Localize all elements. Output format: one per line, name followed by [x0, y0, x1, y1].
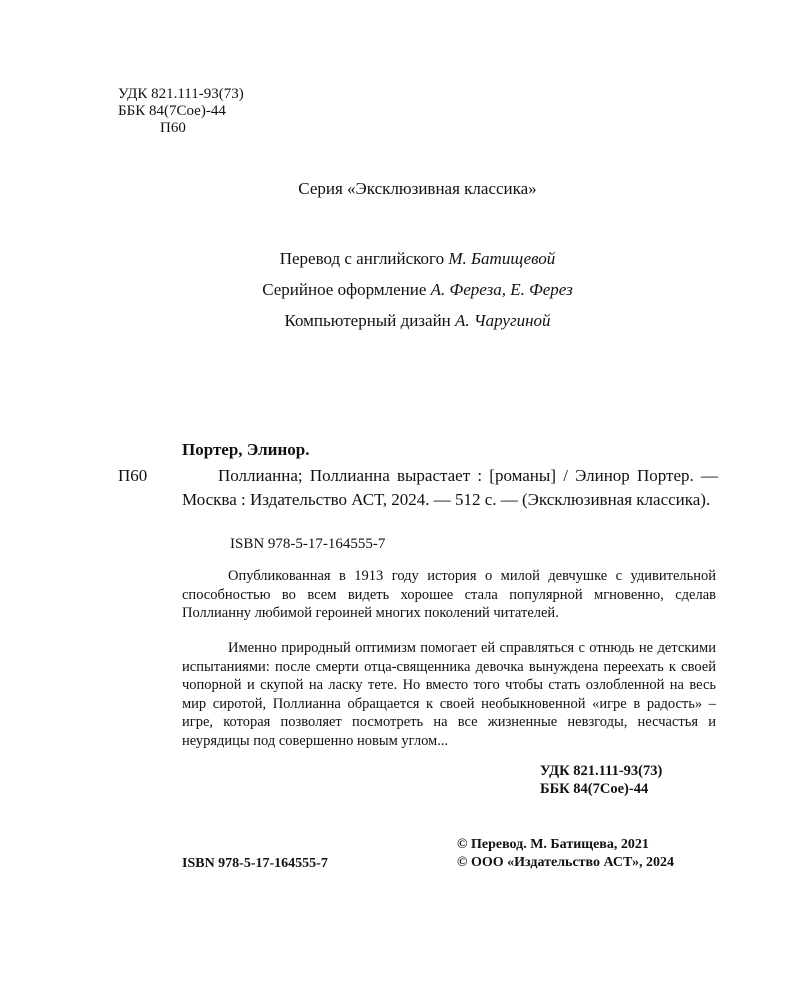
credit-name: М. Батищевой — [448, 249, 556, 268]
series-title: Серия «Эксклюзивная классика» — [298, 179, 537, 198]
bbk-code: ББК 84(7Сое)-44 — [540, 781, 649, 797]
credit-translation — [0, 249, 800, 269]
catalog-author-heading: Портер, Элинор. — [182, 440, 310, 459]
copyright-translation: © Перевод. М. Батищева, 2021 — [457, 837, 649, 852]
catalog-description: Поллианна; Поллианна вырастает : [романы] / Элинор Портер. — Москва : Издательство АСТ, 2024. — 512 с. — (Эксклюзивная классика). — [182, 466, 718, 509]
credit-role: Перевод с английского — [279, 249, 449, 268]
copyright-publisher: © ООО «Издательство АСТ», 2024 — [457, 855, 675, 870]
catalog-isbn: ISBN 978-5-17-164555-7 — [230, 536, 386, 552]
bottom-classification-codes — [540, 762, 662, 798]
bbk-code: ББК 84(7Сое)-44 — [118, 103, 226, 119]
catalog-author-mark: П60 — [118, 466, 148, 485]
credit-role: Компьютерный дизайн — [284, 311, 456, 330]
credit-name: А. Фереза, Е. Ферез — [430, 280, 573, 299]
footer-isbn: ISBN 978-5-17-164555-7 — [182, 856, 328, 871]
copyright-block — [457, 836, 674, 872]
credit-series-design — [0, 280, 800, 300]
credit-role: Серийное оформление — [262, 280, 431, 299]
annotation-paragraph: Именно природный оптимизм помогает ей справляться с отнюдь не детскими испытаниями: после смерти отца-священника девочка вынуждена переехать к своей чопорной и скупой на ласку тете. Но вместо того чтобы стать озлобленной на весь мир сиротой, Поллианна обращается к своей необыкновенной «игре в радость» – игре, которая позволяет посмотреть на все жизненные невзгоды, несчастья и неурядицы под совершенно новым углом... — [182, 640, 716, 749]
credit-name: А. Чаругиной — [455, 311, 551, 330]
author-mark: П60 — [160, 120, 186, 136]
udk-code: УДК 821.111-93(73) — [540, 763, 663, 779]
credit-computer-design — [0, 311, 800, 331]
udk-code: УДК 821.111-93(73) — [118, 86, 244, 102]
annotation-paragraph: Опубликованная в 1913 году история о милой девчушке с удивительной способностью во всем видеть хорошее стала популярной мгновенно, сделав Поллианну любимой героиней многих поколений читателей. — [182, 568, 716, 621]
classification-codes — [118, 86, 244, 137]
